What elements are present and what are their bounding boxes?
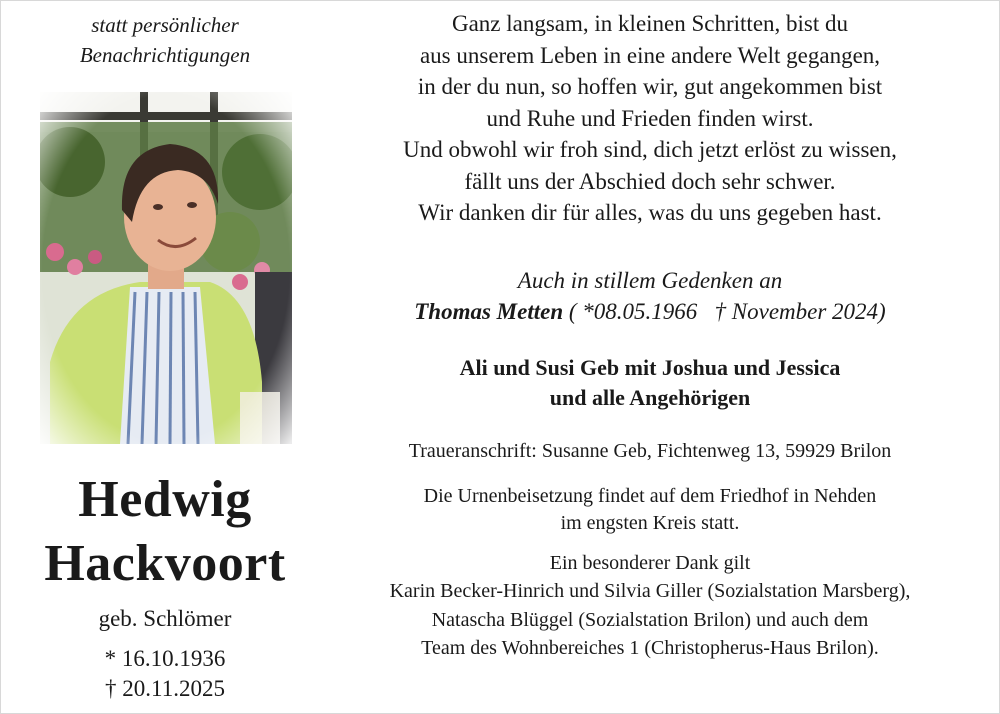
mourners: [320, 353, 980, 413]
notice-note-line: Benachrichtigungen: [79, 43, 251, 67]
notice-header: [20, 10, 310, 70]
portrait-photo: [40, 92, 292, 444]
thanks-line: Team des Wohnbereiches 1 (Christopherus-Haus Brilon).: [421, 637, 879, 659]
mourners-line: Ali und Susi Geb mit Joshua und Jessica: [459, 354, 841, 380]
memorial-name: Thomas Metten: [414, 298, 564, 324]
portrait-photo-icon: [40, 92, 292, 444]
thanks-section: [320, 549, 980, 663]
mourners-line: und alle Angehörigen: [549, 384, 751, 410]
memorial-person: [320, 296, 980, 327]
poem-line: Ganz langsam, in kleinen Schritten, bist du: [451, 11, 849, 36]
thanks-line: Natascha Blüggel (Sozialstation Brilon) und auch dem: [431, 608, 869, 631]
memorial: [320, 265, 980, 327]
first-name: Hedwig: [78, 471, 252, 528]
birth-name: geb. Schlömer: [98, 606, 232, 631]
mourning-address: Traueranschrift: Susanne Geb, Fichtenweg 13, 59929 Brilon: [408, 439, 892, 462]
notice-note-line: statt persönlicher: [91, 13, 239, 37]
thanks-line: Ein besonderer Dank gilt: [549, 551, 751, 574]
notice-text: [320, 8, 980, 663]
memorial-intro: Auch in stillem Gedenken an: [517, 267, 783, 293]
birth-date: * 16.10.1936: [104, 646, 226, 671]
last-name: Hackvoort: [44, 535, 286, 592]
poem-line: Wir danken dir für alles, was du uns gegeben hast.: [418, 200, 882, 225]
poem-line: in der du nun, so hoffen wir, gut angekommen bist: [417, 74, 883, 99]
deceased-block: [20, 468, 310, 704]
burial-info: [320, 483, 980, 537]
burial-line: Die Urnenbeisetzung findet auf dem Friedhof in Nehden: [423, 484, 877, 507]
burial-line: im engsten Kreis statt.: [560, 511, 740, 534]
memorial-dates: ( *08.05.1966 † November 2024): [563, 298, 886, 324]
thanks-line: Karin Becker-Hinrich und Silvia Giller (Sozialstation Marsberg),: [389, 580, 911, 602]
death-date: † 20.11.2025: [105, 676, 225, 701]
poem: [320, 8, 980, 229]
poem-line: und Ruhe und Frieden finden wirst.: [486, 105, 814, 131]
poem-line: fällt uns der Abschied doch sehr schwer.: [464, 168, 836, 194]
poem-line: aus unserem Leben in eine andere Welt gegangen,: [419, 42, 881, 68]
poem-line: Und obwohl wir froh sind, dich jetzt erlöst zu wissen,: [403, 137, 897, 162]
